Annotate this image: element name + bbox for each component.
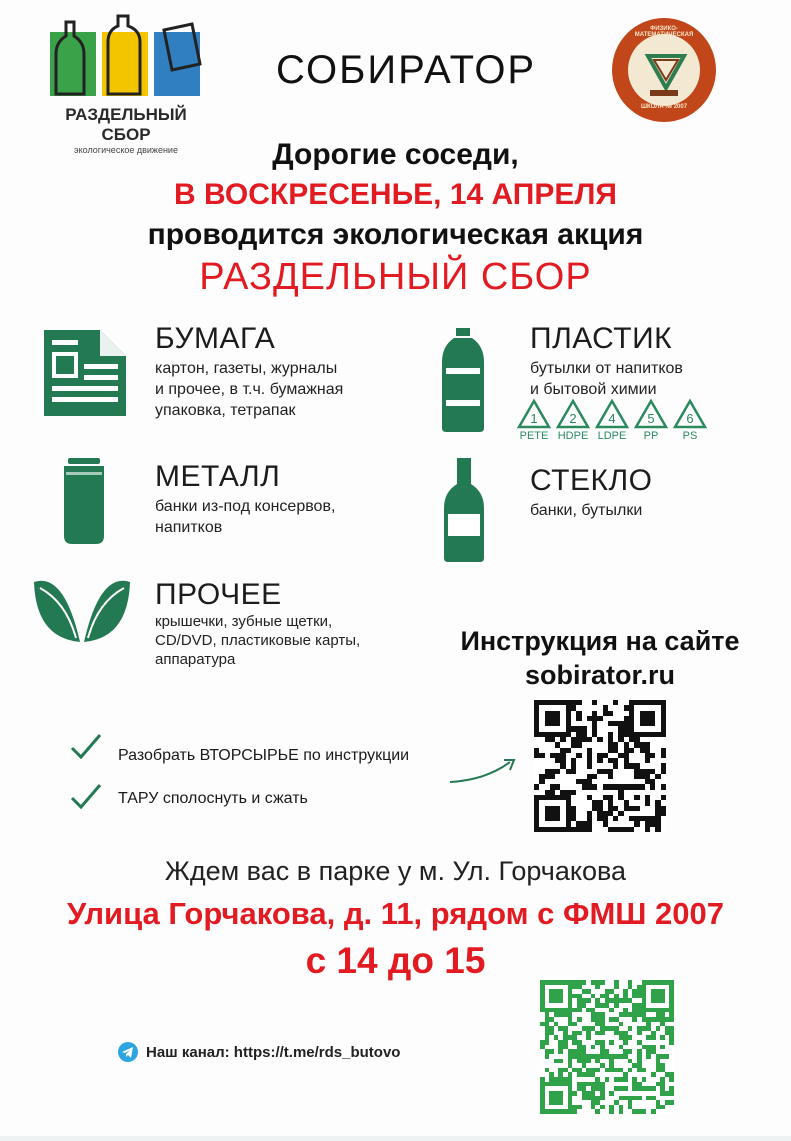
recycle-triangle-icon xyxy=(672,398,708,432)
event-date: В ВОСКРЕСЕНЬЕ, 14 АПРЕЛЯ xyxy=(174,178,617,211)
telegram-channel-link[interactable]: Наш канал: https://t.me/rds_butovo xyxy=(146,1044,401,1061)
checklist-item-1: Разобрать ВТОРСЫРЬЕ по инструкции xyxy=(118,747,410,764)
resin-label: LDPE xyxy=(597,430,627,442)
instruction-link[interactable]: sobirator.ru xyxy=(524,660,676,690)
time-text: с 14 до 15 xyxy=(305,940,486,981)
resin-label: PETE xyxy=(519,430,549,442)
svg-text:1: 1 xyxy=(530,411,538,426)
category-other-desc: крышечки, зубные щетки, CD/DVD, пластиковые карты, аппаратура xyxy=(155,613,361,668)
resin-code-6 xyxy=(672,398,708,442)
paper-icon xyxy=(44,330,126,416)
qr-module xyxy=(669,1109,674,1114)
recycle-triangle-icon xyxy=(516,398,552,432)
event-name: РАЗДЕЛЬНЫЙ СБОР xyxy=(199,256,592,298)
svg-text:6: 6 xyxy=(686,411,694,426)
raz-sbor-subtitle: экологическое движение xyxy=(74,145,178,155)
category-glass-desc: банки, бутылки xyxy=(530,502,643,519)
category-metal-desc: банки из-под консервов, напитков xyxy=(155,498,336,536)
category-other-title: ПРОЧЕЕ xyxy=(155,578,282,611)
school-logo xyxy=(610,16,718,124)
checklist-item-2: ТАРУ сполоснуть и сжать xyxy=(118,790,308,807)
leaves-icon xyxy=(32,574,132,644)
glass-bottle-icon xyxy=(442,458,486,562)
qr-code-telegram[interactable] xyxy=(540,980,674,1114)
checkmark-icon xyxy=(70,783,102,811)
qr-code-sobirator[interactable] xyxy=(534,700,666,832)
raz-sbor-title: РАЗДЕЛЬНЫЙ СБОР xyxy=(65,105,187,144)
resin-code-2 xyxy=(555,398,591,442)
resin-label: PP xyxy=(643,430,659,442)
raz-sbor-logo xyxy=(46,14,206,155)
resin-codes xyxy=(516,398,708,442)
svg-text:2: 2 xyxy=(569,411,577,426)
recycle-triangle-icon xyxy=(555,398,591,432)
resin-code-5 xyxy=(633,398,669,442)
svg-text:4: 4 xyxy=(608,411,616,426)
svg-text:5: 5 xyxy=(647,411,655,426)
category-paper-title: БУМАГА xyxy=(155,322,276,355)
category-metal-title: МЕТАЛЛ xyxy=(155,460,281,493)
category-plastic-title: ПЛАСТИК xyxy=(530,322,673,355)
bins-icon xyxy=(46,14,206,98)
resin-label: PS xyxy=(682,430,698,442)
instruction-line1: Инструкция на сайте xyxy=(460,626,740,656)
qr-module xyxy=(661,827,666,832)
category-plastic-desc: бутылки от напитков и бытовой химии xyxy=(530,360,683,398)
waiting-text: Ждем вас в парке у м. Ул. Горчакова xyxy=(164,856,627,886)
resin-code-4 xyxy=(594,398,630,442)
greeting: Дорогие соседи, xyxy=(272,138,519,171)
checkmark-icon xyxy=(70,733,102,761)
sobirator-logo: СОБИРАТОР xyxy=(276,48,537,92)
resin-label: HDPE xyxy=(557,430,589,442)
plastic-bottle-icon xyxy=(442,328,484,432)
recycle-triangle-icon xyxy=(594,398,630,432)
category-glass-title: СТЕКЛО xyxy=(530,464,653,497)
instruction-block xyxy=(430,624,770,692)
can-icon xyxy=(62,458,106,544)
address-text: Улица Горчакова, д. 11, рядом с ФМШ 2007 xyxy=(66,896,725,931)
arrow-icon xyxy=(448,756,520,786)
bottom-edge xyxy=(0,1136,791,1141)
school-logo-bottom-text: ШКОЛА № 2007 xyxy=(640,104,688,110)
telegram-icon xyxy=(118,1042,138,1062)
recycle-triangle-icon xyxy=(633,398,669,432)
category-paper-desc: картон, газеты, журналы и прочее, в т.ч. бумажная упаковка, тетрапак xyxy=(155,360,344,419)
event-intro: проводится экологическая акция xyxy=(147,218,644,251)
resin-code-1 xyxy=(516,398,552,442)
school-logo-ring-text: ФИЗИКО-МАТЕМАТИЧЕСКАЯ xyxy=(634,26,694,38)
